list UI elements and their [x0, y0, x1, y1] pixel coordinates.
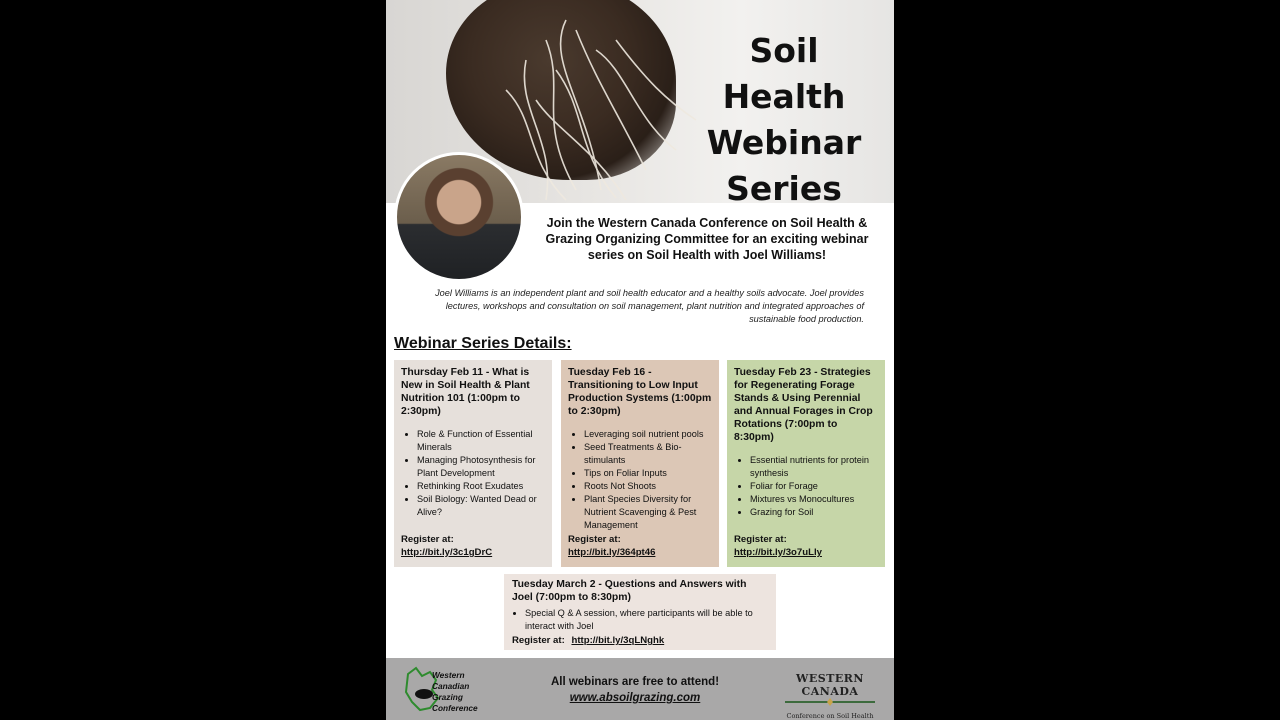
- register-link[interactable]: http://bit.ly/364pt46: [568, 547, 656, 558]
- title-line: Series: [726, 169, 842, 203]
- logo-subtitle: Conference on Soil Health: [786, 712, 874, 720]
- register-block: [734, 533, 822, 559]
- qa-topics: [512, 607, 768, 633]
- wheat-divider-icon: [785, 698, 875, 706]
- list-item: • Grazing for Soil: [750, 506, 878, 519]
- list-item: • Leveraging soil nutrient pools: [584, 428, 712, 441]
- register-block: [401, 533, 492, 559]
- session-heading: Tuesday Feb 23 - Strategies for Regenerating Forage Stands & Using Perennial and Annual Forages in Crop Rotations (7:00pm to 8:30pm): [734, 367, 873, 443]
- list-item: • Foliar for Forage: [750, 480, 878, 493]
- register-link[interactable]: http://bit.ly/3qLNghk: [571, 635, 665, 646]
- list-item: • Soil Biology: Wanted Dead or Alive?: [417, 493, 545, 519]
- list-item: • Tips on Foliar Inputs: [584, 467, 712, 480]
- qa-heading: Tuesday March 2 - Questions and Answers with Joel (7:00pm to 8:30pm): [512, 579, 747, 603]
- list-item: • Managing Photosynthesis for Plant Development: [417, 454, 545, 480]
- title-line: Soil Health: [722, 31, 846, 116]
- logo-text: [432, 670, 478, 714]
- details-heading: Webinar Series Details:: [394, 335, 572, 352]
- soil-health-conference-logo: [780, 672, 880, 720]
- register-label: Register at:: [734, 534, 787, 545]
- register-block: [568, 533, 655, 559]
- register-link[interactable]: http://bit.ly/3c1gDrC: [401, 547, 493, 558]
- session-heading: Thursday Feb 11 - What is New in Soil Health & Plant Nutrition 101 (1:00pm to 2:30pm): [401, 367, 530, 417]
- register-label: Register at:: [401, 534, 454, 545]
- register-label: Register at:: [512, 635, 565, 646]
- list-item: • Essential nutrients for protein synthesis: [750, 454, 878, 480]
- session-topics: [568, 428, 712, 532]
- session-card-feb-11: [394, 360, 552, 567]
- session-card-feb-23: [727, 360, 885, 567]
- logo-title: WESTERN CANADA: [796, 672, 864, 698]
- register-link[interactable]: http://bit.ly/3o7uLly: [734, 547, 822, 558]
- website-link[interactable]: www.absoilgrazing.com: [569, 692, 701, 704]
- list-item: • Special Q & A session, where participants will be able to interact with Joel: [525, 607, 768, 633]
- logo-line: Western: [432, 670, 465, 680]
- logo-line: Grazing: [432, 692, 463, 702]
- session-topics: [401, 428, 545, 519]
- webinar-poster: [386, 0, 894, 720]
- free-attend-text: All webinars are free to attend!: [550, 676, 720, 688]
- list-item: • Roots Not Shoots: [584, 480, 712, 493]
- list-item: • Seed Treatments & Bio-stimulants: [584, 441, 712, 467]
- grazing-conference-logo: [402, 664, 492, 716]
- qa-session-card: [504, 574, 776, 650]
- poster-title: [684, 28, 884, 203]
- list-item: • Mixtures vs Monocultures: [750, 493, 878, 506]
- intro-text: Join the Western Canada Conference on Soil Health & Grazing Organizing Committee for an exciting webinar series on Soil Health with Joel Williams!: [545, 216, 869, 262]
- session-card-feb-16: [561, 360, 719, 567]
- title-line: Webinar: [706, 123, 862, 162]
- register-label: Register at:: [568, 534, 621, 545]
- logo-line: Conference: [432, 703, 478, 713]
- logo-line: Canadian: [432, 681, 470, 691]
- list-item: • Plant Species Diversity for Nutrient Scavenging & Pest Management: [584, 493, 712, 532]
- list-item: • Role & Function of Essential Minerals: [417, 428, 545, 454]
- register-block: [512, 635, 768, 646]
- session-heading: Tuesday Feb 16 - Transitioning to Low Input Production Systems (1:00pm to 2:30pm): [568, 367, 712, 417]
- list-item: • Rethinking Root Exudates: [417, 480, 545, 493]
- session-topics: [734, 454, 878, 519]
- speaker-bio: Joel Williams is an independent plant and soil health educator and a healthy soils advocate. Joel provides lectures, workshops and consultation on soil management, plant nutrition and integrated approaches of sustainable food production.: [435, 288, 864, 324]
- footer-bar: [386, 658, 894, 720]
- speaker-photo: [394, 152, 524, 282]
